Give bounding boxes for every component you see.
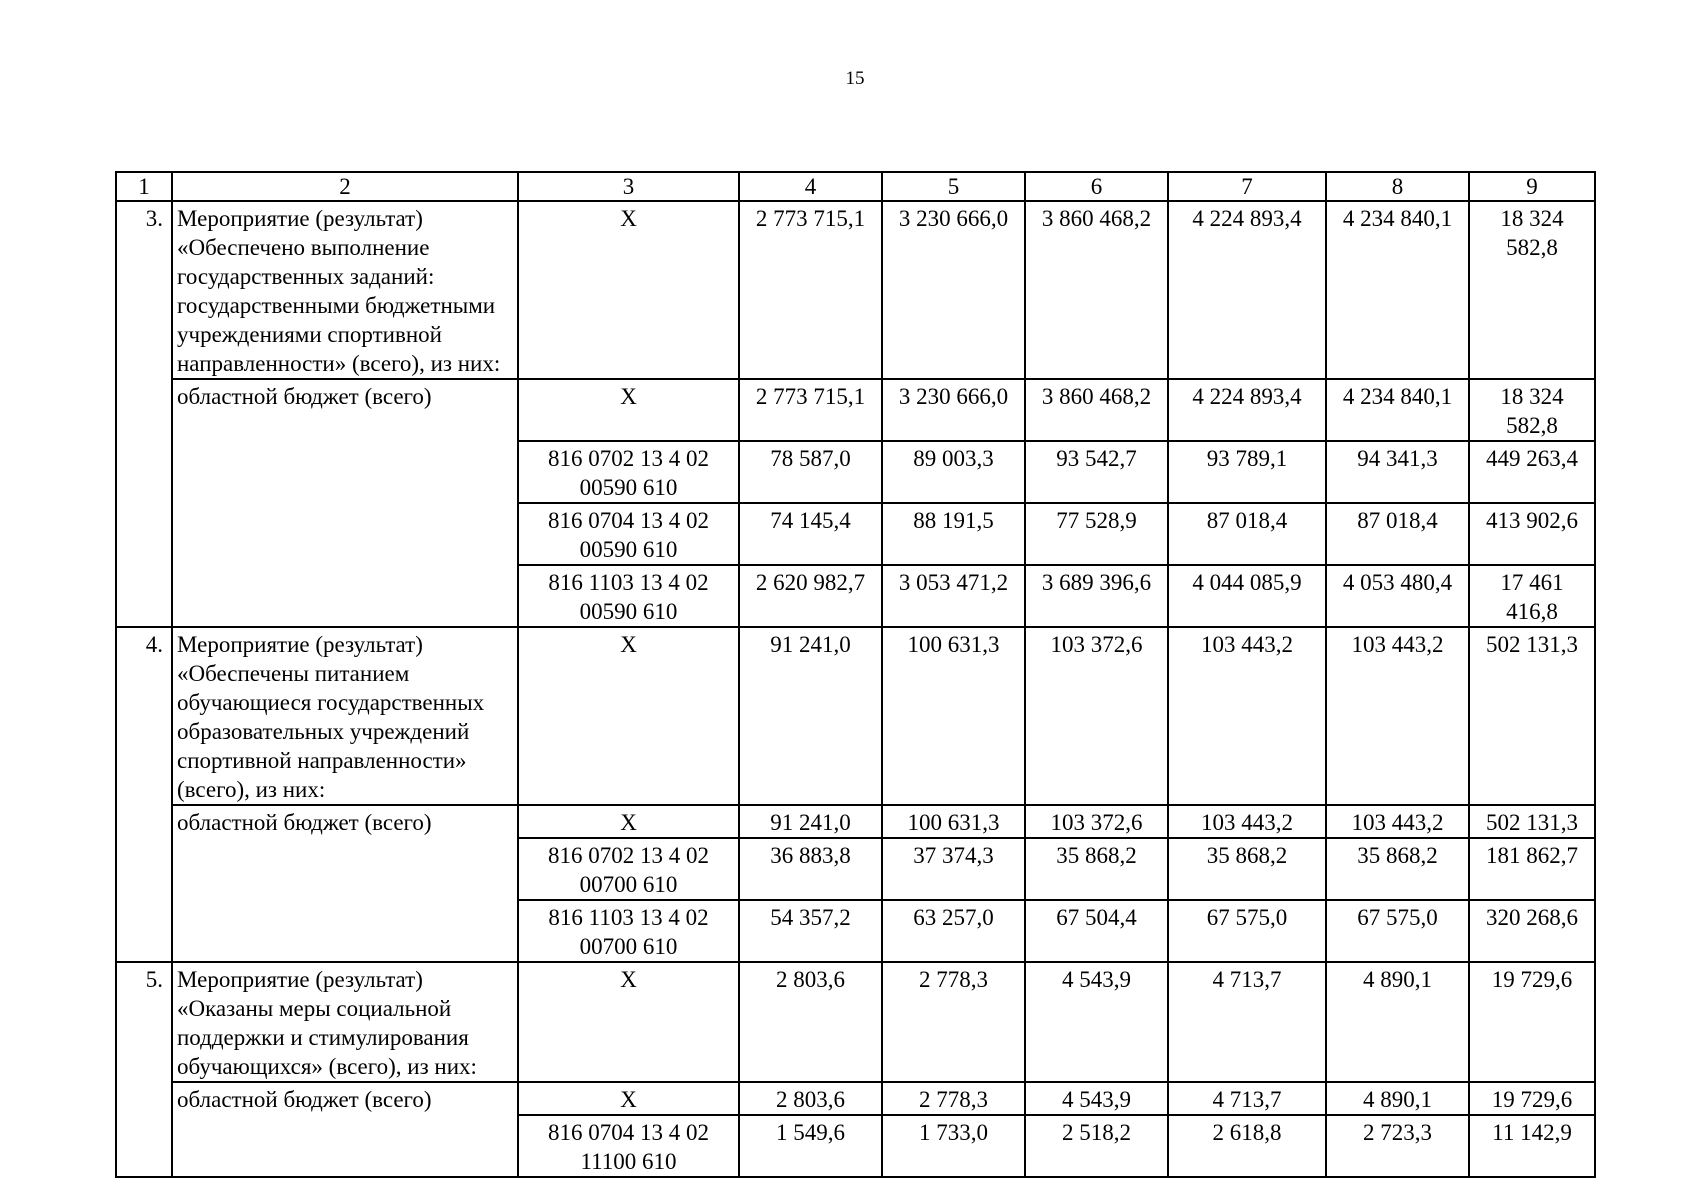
value-cell-4: 36 883,8 (739, 838, 882, 900)
value-cell-9: 413 902,6 (1469, 503, 1595, 565)
table-row (116, 805, 1595, 838)
value-cell-6: 4 543,9 (1025, 962, 1168, 1082)
value-cell-5: 3 230 666,0 (882, 201, 1025, 379)
value-cell-6: 35 868,2 (1025, 838, 1168, 900)
value-cell-4: 54 357,2 (739, 900, 882, 962)
value-cell-7: 103 443,2 (1168, 805, 1326, 838)
value-cell-6: 103 372,6 (1025, 627, 1168, 805)
value-cell-4: 91 241,0 (739, 805, 882, 838)
value-cell-5: 2 778,3 (882, 1082, 1025, 1115)
value-cell-7: 87 018,4 (1168, 503, 1326, 565)
value-cell-4: 2 803,6 (739, 1082, 882, 1115)
value-cell-6: 4 543,9 (1025, 1082, 1168, 1115)
value-cell-8: 4 890,1 (1326, 1082, 1469, 1115)
value-cell-7: 4 713,7 (1168, 962, 1326, 1082)
header-cell-6: 6 (1025, 172, 1168, 201)
header-cell-2: 2 (172, 172, 518, 201)
value-cell-9: 320 268,6 (1469, 900, 1595, 962)
header-cell-8: 8 (1326, 172, 1469, 201)
value-cell-5: 100 631,3 (882, 627, 1025, 805)
budget-code: 816 0704 13 4 02 00590 610 (518, 503, 739, 565)
value-cell-7: 93 789,1 (1168, 441, 1326, 503)
budget-code: 816 0702 13 4 02 00590 610 (518, 441, 739, 503)
row-number: 3. (116, 201, 172, 627)
measure-name: Мероприятие (результат) «Оказаны меры социальной поддержки и стимулирования обучающихся» (всего), из них: (172, 962, 518, 1082)
value-cell-6: 67 504,4 (1025, 900, 1168, 962)
value-cell-5: 3 230 666,0 (882, 379, 1025, 441)
budget-source-name: областной бюджет (всего) (172, 805, 518, 962)
header-cell-9: 9 (1469, 172, 1595, 201)
value-cell-5: 100 631,3 (882, 805, 1025, 838)
budget-code: X (518, 201, 739, 379)
value-cell-8: 103 443,2 (1326, 805, 1469, 838)
value-cell-8: 4 890,1 (1326, 962, 1469, 1082)
budget-code: 816 0704 13 4 02 11100 610 (518, 1115, 739, 1177)
value-cell-6: 103 372,6 (1025, 805, 1168, 838)
value-cell-9: 18 324 582,8 (1469, 201, 1595, 379)
header-row (116, 172, 1595, 201)
table-row (116, 201, 1595, 379)
value-cell-8: 4 234 840,1 (1326, 379, 1469, 441)
table-row (116, 1082, 1595, 1115)
value-cell-7: 4 044 085,9 (1168, 565, 1326, 627)
value-cell-5: 88 191,5 (882, 503, 1025, 565)
value-cell-4: 74 145,4 (739, 503, 882, 565)
header-cell-4: 4 (739, 172, 882, 201)
value-cell-8: 103 443,2 (1326, 627, 1469, 805)
value-cell-5: 63 257,0 (882, 900, 1025, 962)
value-cell-8: 4 053 480,4 (1326, 565, 1469, 627)
value-cell-5: 1 733,0 (882, 1115, 1025, 1177)
value-cell-8: 35 868,2 (1326, 838, 1469, 900)
header-cell-7: 7 (1168, 172, 1326, 201)
value-cell-7: 67 575,0 (1168, 900, 1326, 962)
value-cell-9: 502 131,3 (1469, 805, 1595, 838)
table-row (116, 379, 1595, 441)
measure-name: Мероприятие (результат) «Обеспечено выполнение государственных заданий: государственными бюджетными учреждениями спортивной направленности» (всего), из них: (172, 201, 518, 379)
value-cell-8: 4 234 840,1 (1326, 201, 1469, 379)
budget-source-name: областной бюджет (всего) (172, 379, 518, 627)
value-cell-9: 19 729,6 (1469, 962, 1595, 1082)
value-cell-6: 3 860 468,2 (1025, 379, 1168, 441)
row-number: 4. (116, 627, 172, 962)
value-cell-5: 37 374,3 (882, 838, 1025, 900)
page-number: 15 (845, 68, 865, 89)
budget-code: X (518, 627, 739, 805)
value-cell-6: 2 518,2 (1025, 1115, 1168, 1177)
value-cell-8: 2 723,3 (1326, 1115, 1469, 1177)
value-cell-6: 3 689 396,6 (1025, 565, 1168, 627)
value-cell-5: 2 778,3 (882, 962, 1025, 1082)
value-cell-4: 91 241,0 (739, 627, 882, 805)
value-cell-8: 87 018,4 (1326, 503, 1469, 565)
budget-code: 816 1103 13 4 02 00700 610 (518, 900, 739, 962)
value-cell-4: 1 549,6 (739, 1115, 882, 1177)
value-cell-6: 77 528,9 (1025, 503, 1168, 565)
value-cell-9: 18 324 582,8 (1469, 379, 1595, 441)
value-cell-4: 78 587,0 (739, 441, 882, 503)
value-cell-7: 35 868,2 (1168, 838, 1326, 900)
header-cell-5: 5 (882, 172, 1025, 201)
value-cell-8: 67 575,0 (1326, 900, 1469, 962)
value-cell-9: 502 131,3 (1469, 627, 1595, 805)
budget-code: X (518, 379, 739, 441)
value-cell-8: 94 341,3 (1326, 441, 1469, 503)
value-cell-4: 2 803,6 (739, 962, 882, 1082)
value-cell-6: 93 542,7 (1025, 441, 1168, 503)
budget-source-name: областной бюджет (всего) (172, 1082, 518, 1177)
row-number: 5. (116, 962, 172, 1177)
budget-code: X (518, 962, 739, 1082)
value-cell-5: 3 053 471,2 (882, 565, 1025, 627)
value-cell-4: 2 620 982,7 (739, 565, 882, 627)
value-cell-5: 89 003,3 (882, 441, 1025, 503)
value-cell-9: 19 729,6 (1469, 1082, 1595, 1115)
value-cell-7: 4 713,7 (1168, 1082, 1326, 1115)
value-cell-9: 17 461 416,8 (1469, 565, 1595, 627)
value-cell-7: 4 224 893,4 (1168, 379, 1326, 441)
value-cell-7: 103 443,2 (1168, 627, 1326, 805)
value-cell-9: 181 862,7 (1469, 838, 1595, 900)
value-cell-9: 449 263,4 (1469, 441, 1595, 503)
value-cell-6: 3 860 468,2 (1025, 201, 1168, 379)
header-cell-1: 1 (116, 172, 172, 201)
header-cell-3: 3 (518, 172, 739, 201)
budget-code: 816 0702 13 4 02 00700 610 (518, 838, 739, 900)
table-row (116, 962, 1595, 1082)
budget-code: 816 1103 13 4 02 00590 610 (518, 565, 739, 627)
budget-code: X (518, 1082, 739, 1115)
table-row (116, 627, 1595, 805)
value-cell-4: 2 773 715,1 (739, 379, 882, 441)
budget-table (115, 171, 1596, 1178)
measure-name: Мероприятие (результат) «Обеспечены питанием обучающиеся государственных образовательных учреждений спортивной направленности» (всего), из них: (172, 627, 518, 805)
value-cell-7: 2 618,8 (1168, 1115, 1326, 1177)
value-cell-4: 2 773 715,1 (739, 201, 882, 379)
value-cell-7: 4 224 893,4 (1168, 201, 1326, 379)
budget-code: X (518, 805, 739, 838)
value-cell-9: 11 142,9 (1469, 1115, 1595, 1177)
